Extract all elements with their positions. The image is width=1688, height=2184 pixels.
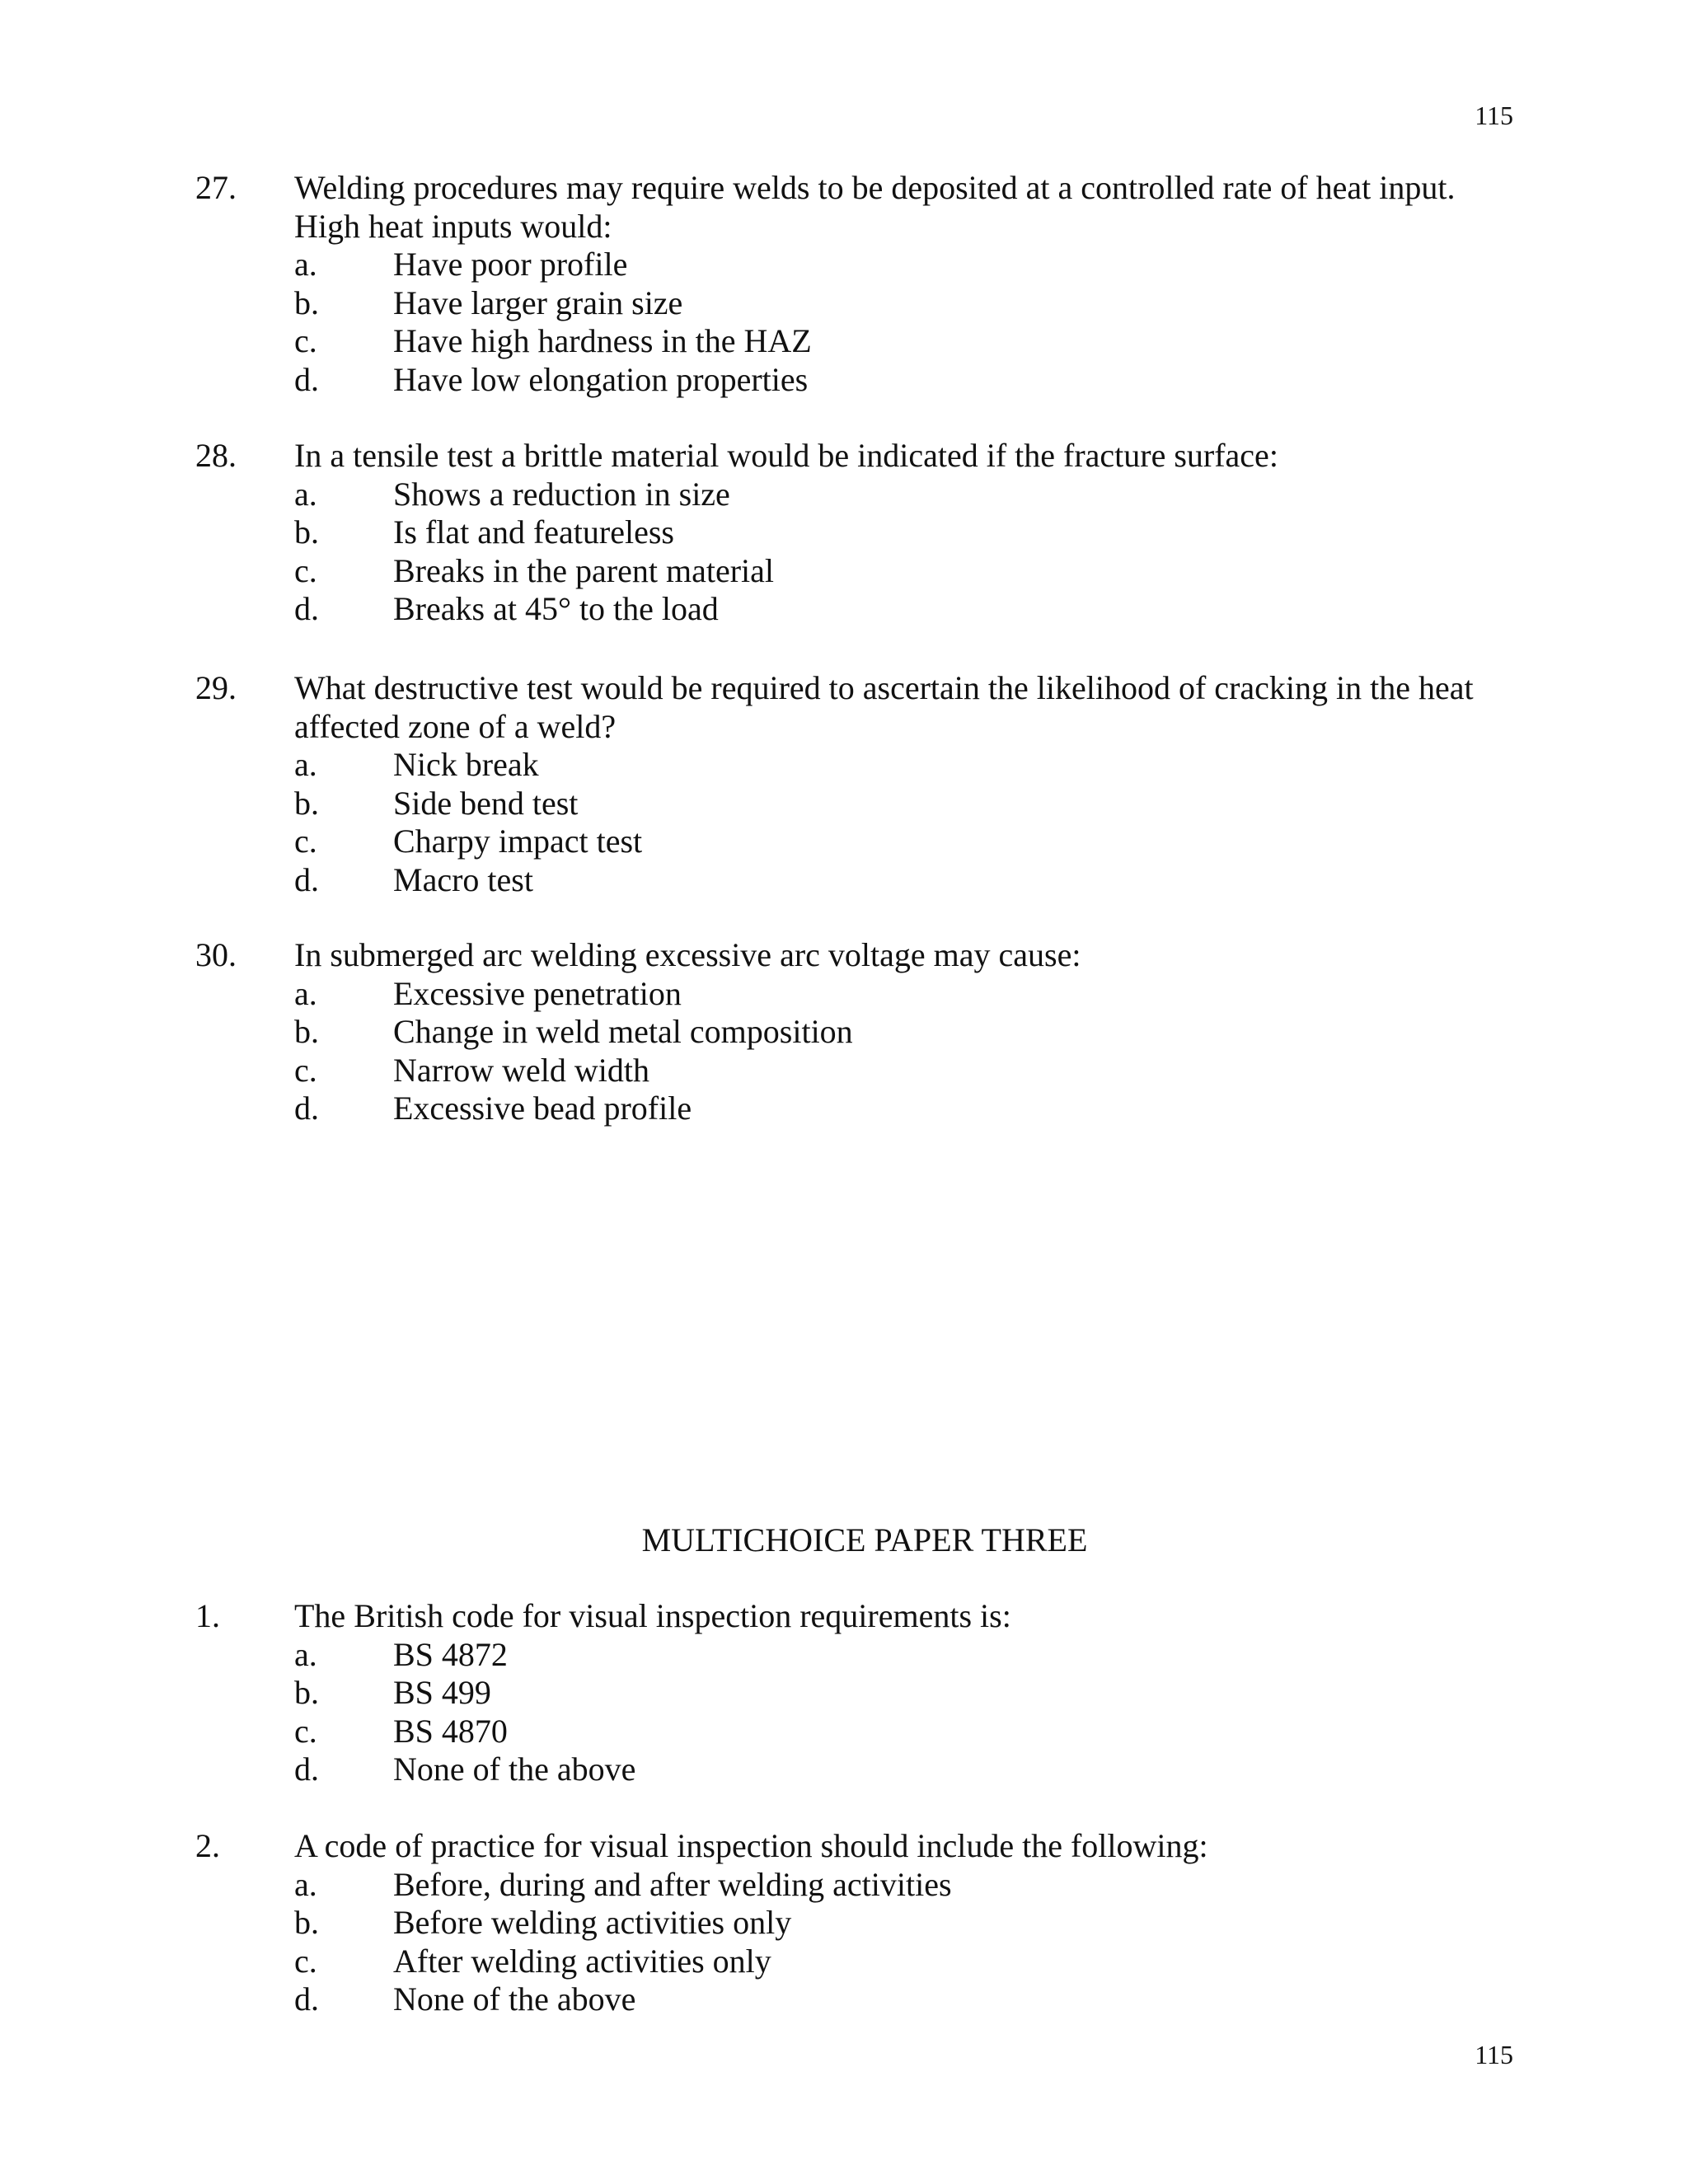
option-a (294, 476, 1448, 514)
option-letter: b. (294, 1013, 319, 1050)
option-text: Excessive penetration (393, 974, 682, 1012)
option-text: BS 4870 (393, 1712, 508, 1750)
option-letter: d. (294, 1980, 319, 2018)
option-d (294, 861, 1448, 900)
section-heading: MULTICHOICE PAPER THREE (641, 1521, 1088, 1558)
option-text: None of the above (393, 1980, 636, 2018)
page-number-bottom: 115 (1475, 2040, 1513, 2069)
option-d (294, 590, 1448, 629)
option-text: Breaks at 45° to the load (393, 590, 719, 627)
option-letter: a. (294, 246, 317, 283)
option-text: Side bend test (393, 784, 579, 822)
question-text (294, 1827, 1531, 1866)
option-list (294, 1636, 1448, 1789)
option-list (294, 476, 1448, 629)
option-c (294, 1713, 1448, 1751)
option-c (294, 1052, 1448, 1090)
question-text (294, 169, 1531, 246)
question-number: 29. (195, 669, 237, 706)
option-a (294, 975, 1448, 1014)
option-b (294, 1904, 1448, 1943)
option-letter: b. (294, 784, 319, 822)
option-letter: b. (294, 1674, 319, 1711)
option-a (294, 1866, 1448, 1905)
option-text: Have larger grain size (393, 284, 683, 321)
option-letter: d. (294, 1090, 319, 1127)
option-d (294, 1750, 1448, 1789)
option-text: Nick break (393, 746, 539, 783)
option-text: Narrow weld width (393, 1051, 650, 1089)
option-c (294, 322, 1448, 361)
option-letter: b. (294, 284, 319, 321)
option-letter: a. (294, 1635, 317, 1673)
question-number: 30. (195, 936, 237, 973)
option-list (294, 746, 1448, 899)
question-number: 27. (195, 169, 237, 206)
question-number: 1. (195, 1597, 220, 1634)
option-b (294, 513, 1448, 552)
option-d (294, 1090, 1448, 1128)
option-text: Before, during and after welding activities (393, 1865, 952, 1903)
option-letter: b. (294, 513, 319, 551)
option-letter: a. (294, 1865, 317, 1903)
option-letter: b. (294, 1904, 319, 1941)
option-text: BS 499 (393, 1674, 491, 1711)
option-letter: c. (294, 551, 317, 589)
option-text: Have poor profile (393, 246, 628, 283)
question-text (294, 1597, 1531, 1636)
option-c (294, 823, 1448, 861)
question-text (294, 437, 1531, 476)
option-text: Change in weld metal composition (393, 1013, 853, 1050)
option-letter: c. (294, 823, 317, 860)
question-number: 2. (195, 1827, 220, 1864)
option-text: None of the above (393, 1750, 636, 1788)
question-text (294, 669, 1531, 746)
question-line: A code of practice for visual inspection should include the following: (294, 1827, 1208, 1864)
option-a (294, 246, 1448, 284)
option-list (294, 1866, 1448, 2019)
option-letter: d. (294, 590, 319, 627)
question-number: 28. (195, 437, 237, 474)
option-c (294, 1943, 1448, 1981)
option-letter: a. (294, 974, 317, 1012)
option-letter: c. (294, 1051, 317, 1089)
option-text: After welding activities only (393, 1942, 771, 1980)
option-text: BS 4872 (393, 1635, 508, 1673)
option-a (294, 1636, 1448, 1675)
option-text: Is flat and featureless (393, 513, 674, 551)
question-line: affected zone of a weld? (294, 707, 617, 745)
question-line: In a tensile test a brittle material would be indicated if the fracture surface: (294, 437, 1278, 474)
question-line: High heat inputs would: (294, 207, 612, 245)
option-letter: a. (294, 746, 317, 783)
option-text: Charpy impact test (393, 823, 643, 860)
option-b (294, 785, 1448, 823)
option-text: Shows a reduction in size (393, 475, 730, 513)
option-text: Have high hardness in the HAZ (393, 322, 812, 359)
option-letter: d. (294, 1750, 319, 1788)
option-text: Have low elongation properties (393, 360, 809, 398)
question-line: What destructive test would be required to ascertain the likelihood of cracking in the heat (294, 669, 1474, 706)
question-line: The British code for visual inspection requirements is: (294, 1597, 1011, 1634)
option-list (294, 975, 1448, 1128)
page-number-top: 115 (1475, 101, 1513, 130)
option-d (294, 1980, 1448, 2019)
option-text: Macro test (393, 860, 533, 898)
option-letter: c. (294, 1712, 317, 1750)
option-d (294, 361, 1448, 400)
option-letter: a. (294, 475, 317, 513)
option-list (294, 246, 1448, 399)
option-text: Before welding activities only (393, 1904, 792, 1941)
option-b (294, 1674, 1448, 1713)
option-b (294, 284, 1448, 323)
option-letter: d. (294, 360, 319, 398)
question-text (294, 936, 1531, 975)
question-line: Welding procedures may require welds to be deposited at a controlled rate of heat input. (294, 169, 1456, 206)
option-text: Excessive bead profile (393, 1090, 692, 1127)
option-letter: c. (294, 322, 317, 359)
option-letter: d. (294, 860, 319, 898)
option-a (294, 746, 1448, 785)
option-c (294, 552, 1448, 591)
option-letter: c. (294, 1942, 317, 1980)
option-b (294, 1013, 1448, 1052)
option-text: Breaks in the parent material (393, 551, 775, 589)
question-line: In submerged arc welding excessive arc voltage may cause: (294, 936, 1081, 973)
